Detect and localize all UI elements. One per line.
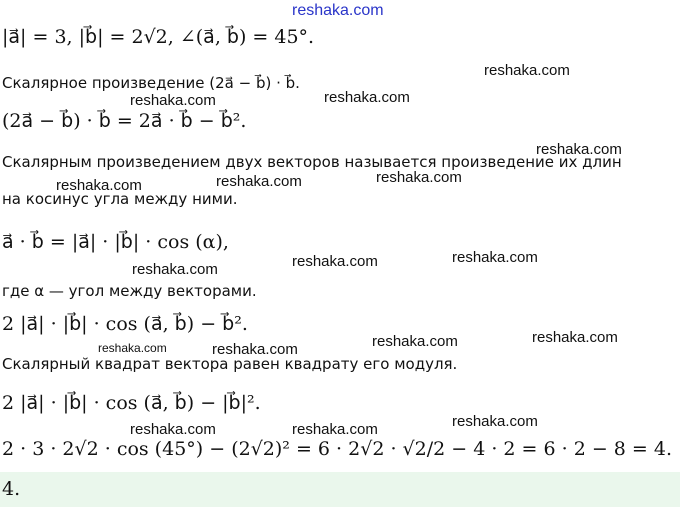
definition-line-1: Скалярным произведением двух векторов называется произведение их длин: [2, 153, 622, 171]
watermark: reshaka.com: [452, 249, 538, 266]
expansion-formula: (2a⃗ − b⃗) · b⃗ = 2a⃗ · b⃗ − b⃗².: [2, 110, 247, 132]
watermark: reshaka.com: [376, 169, 462, 186]
watermark: reshaka.com: [132, 261, 218, 278]
answer-value: 4.: [2, 478, 21, 500]
watermark: reshaka.com: [98, 341, 167, 355]
task-statement: Скалярное произведение (2a⃗ − b⃗) · b⃗.: [2, 74, 300, 92]
watermark: reshaka.com: [212, 341, 298, 358]
watermark: reshaka.com: [372, 333, 458, 350]
watermark: reshaka.com: [130, 421, 216, 438]
watermark: reshaka.com: [292, 253, 378, 270]
watermark: reshaka.com: [324, 89, 410, 106]
square-rule: Скалярный квадрат вектора равен квадрату его модуля.: [2, 355, 458, 373]
watermark: reshaka.com: [292, 421, 378, 438]
angle-definition: где α — угол между векторами.: [2, 282, 257, 300]
definition-line-2: на косинус угла между ними.: [2, 190, 238, 208]
step-one: 2 |a⃗| · |b⃗| · cos (a⃗, b⃗) − b⃗².: [2, 313, 248, 335]
answer-bar: [0, 472, 680, 507]
watermark: reshaka.com: [532, 329, 618, 346]
step-two: 2 |a⃗| · |b⃗| · cos (a⃗, b⃗) − |b⃗|².: [2, 392, 261, 414]
watermark: reshaka.com: [56, 177, 142, 194]
given-values: |a⃗| = 3, |b⃗| = 2√2, ∠(a⃗, b⃗) = 45°.: [2, 26, 315, 48]
watermark: reshaka.com: [536, 141, 622, 158]
watermark: reshaka.com: [452, 413, 538, 430]
watermark: reshaka.com: [216, 173, 302, 190]
final-calculation: 2 · 3 · 2√2 · cos (45°) − (2√2)² = 6 · 2√2 · √2/2 − 4 · 2 = 6 · 2 − 8 = 4.: [2, 438, 673, 460]
dot-product-formula: a⃗ · b⃗ = |a⃗| · |b⃗| · cos (α),: [2, 231, 229, 253]
watermark: reshaka.com: [292, 2, 384, 19]
watermark: reshaka.com: [484, 62, 570, 79]
watermark: reshaka.com: [130, 92, 216, 109]
